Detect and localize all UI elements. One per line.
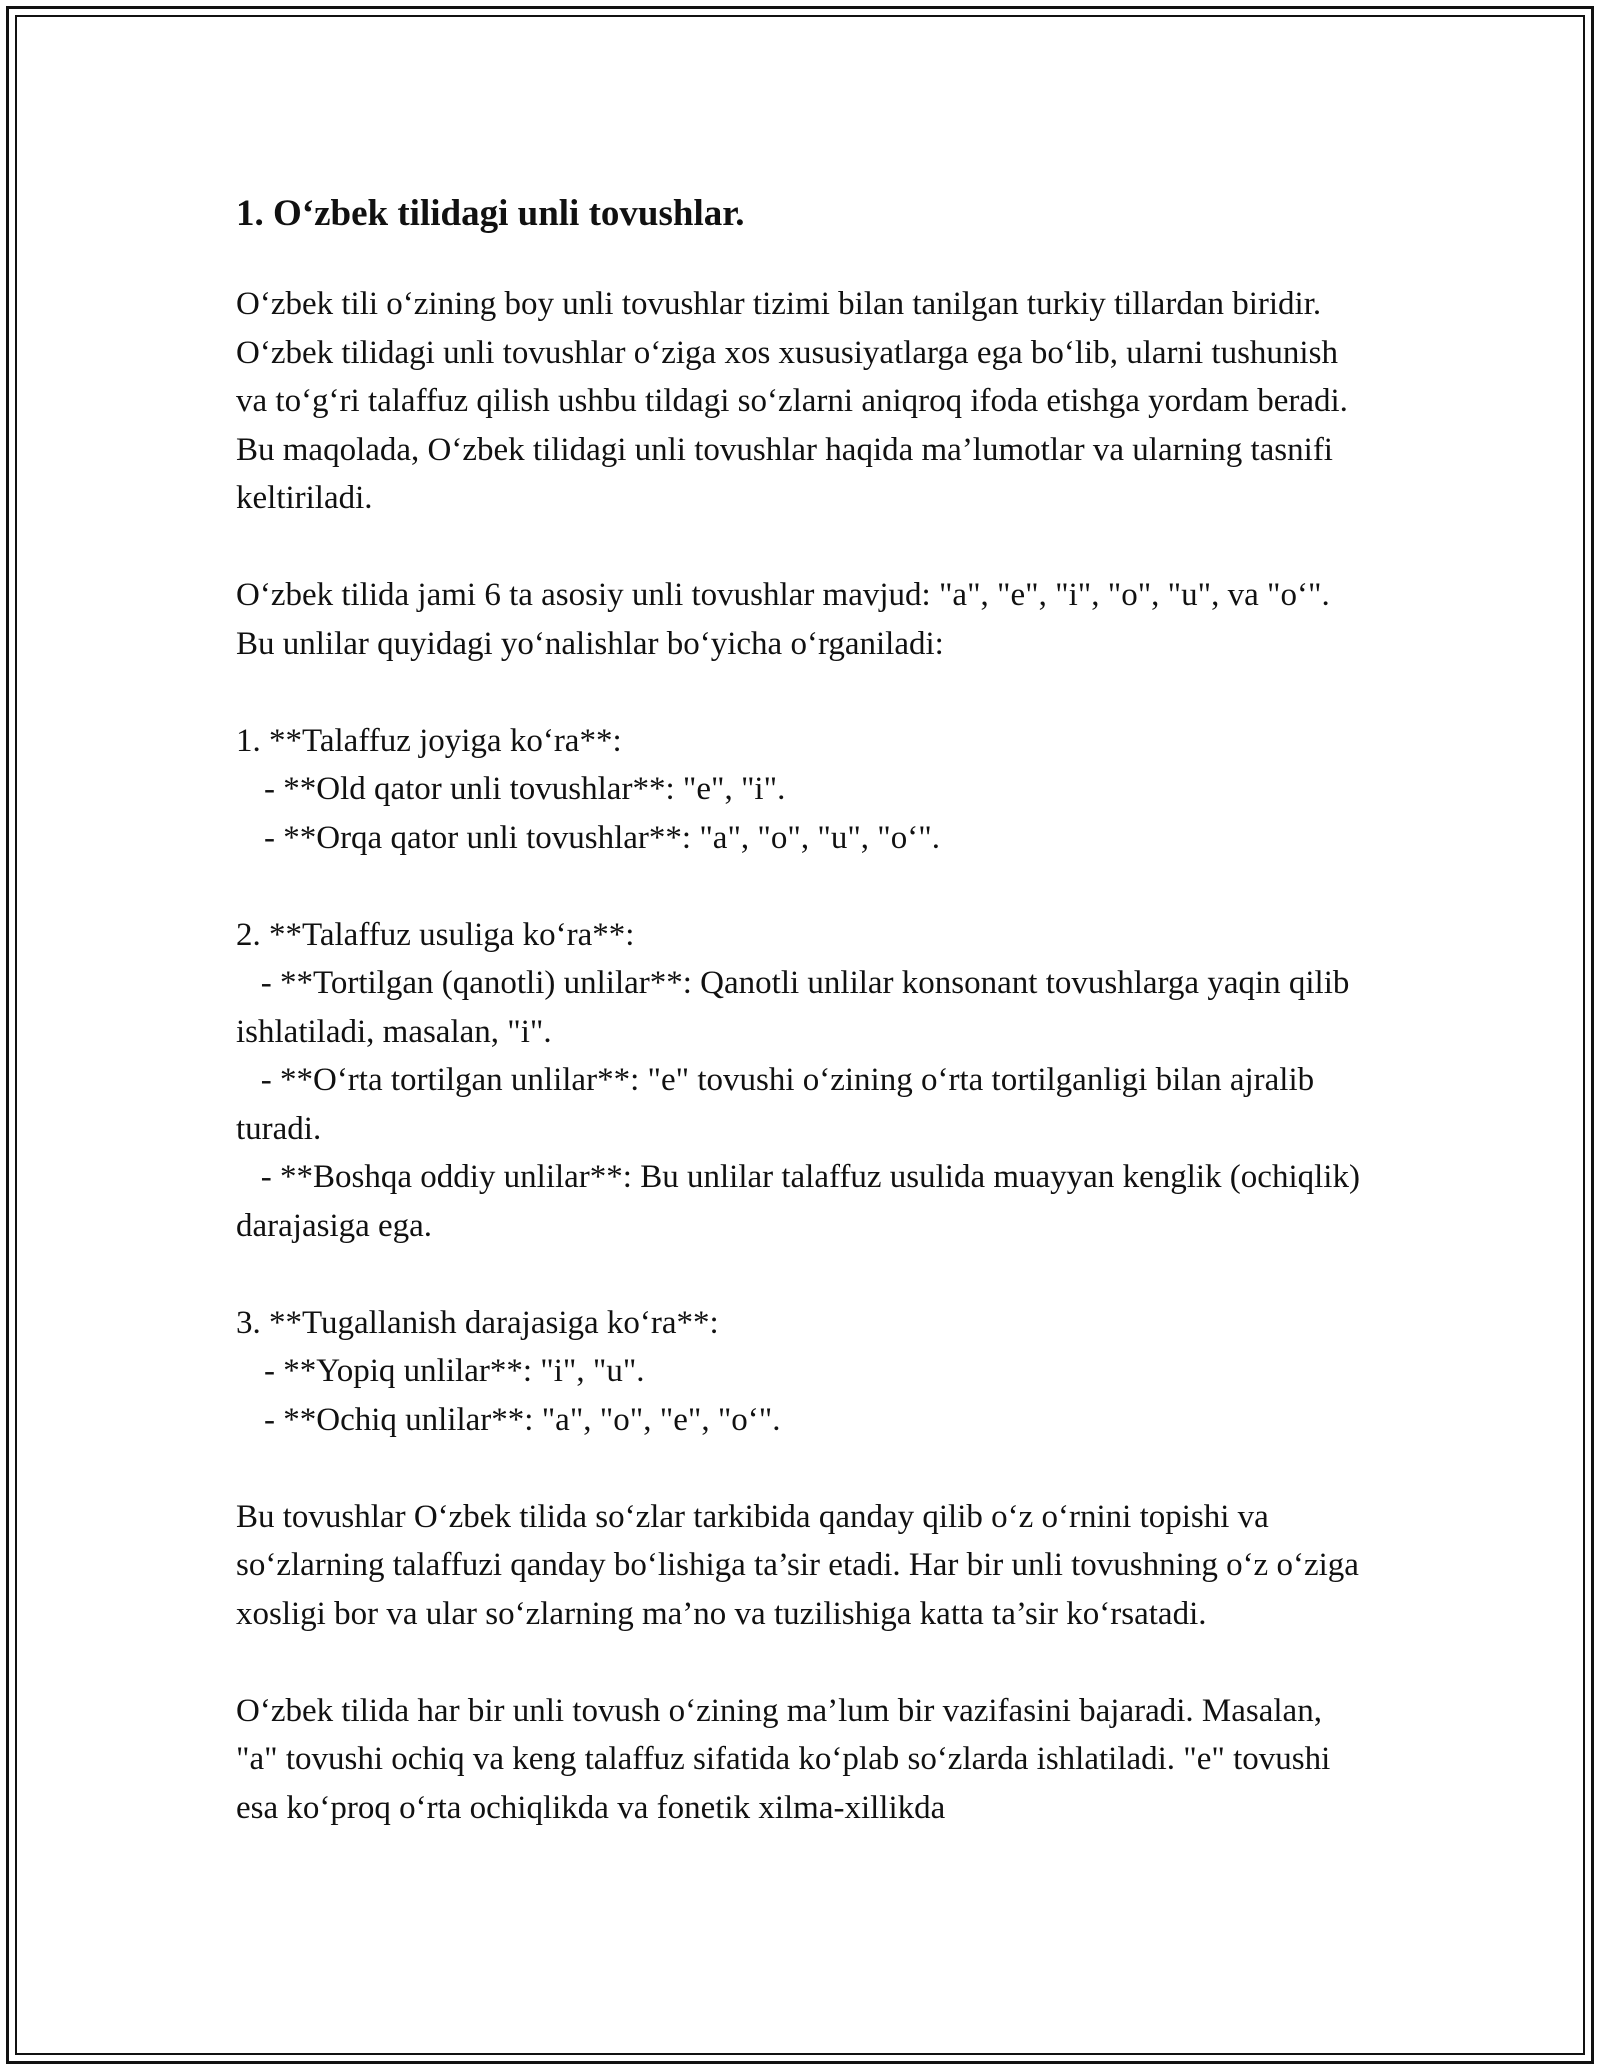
list-item-text: - **Boshqa oddiy unlilar**: Bu unlilar talaffuz usulida muayyan kenglik (ochiqlik) darajasiga ega. xyxy=(236,1159,1369,1244)
section-heading: 3. **Tugallanish darajasiga ko‘ra**: xyxy=(236,1304,719,1341)
list-item: - **Old qator unli tovushlar**: "e", "i". xyxy=(264,771,786,807)
paragraph-gap xyxy=(236,862,1366,911)
list-item: - **Orqa qator unli tovushlar**: "a", "o", "u", "o‘". xyxy=(264,819,940,856)
paragraph-gap xyxy=(236,668,1366,717)
section-manner xyxy=(236,911,1369,1251)
list-item: - **Yopiq unlilar**: "i", "u". xyxy=(264,1353,645,1389)
paragraph-gap xyxy=(236,523,1366,572)
paragraph-gap xyxy=(236,1250,1366,1299)
conclusion-paragraph: Bu tovushlar O‘zbek tilida so‘zlar tarkibida qanday qilib o‘z o‘rnini topishi va so‘zlarning talaffuzi qanday bo‘lishiga ta’sir etadi. Har bir unli tovushning o‘z o‘ziga xosligi bor va ular so‘zlarning ma’no va tuzilishiga katta ta’sir ko‘rsatadi. xyxy=(236,1498,1359,1632)
list-item-text: - **Tortilgan (qanotli) unlilar**: Qanotli unlilar konsonant tovushlarga yaqin qilib ishlatiladi, masalan, "i". xyxy=(236,965,1358,1050)
section-closure xyxy=(236,1299,1366,1445)
indent-space xyxy=(236,965,261,1001)
summary-paragraph: O‘zbek tilida jami 6 ta asosiy unli tovushlar mavjud: "a", "e", "i", "o", "u", va "o‘". Bu unlilar quyidagi yo‘nalishlar bo‘yicha o‘rganiladi: xyxy=(236,577,1330,662)
document-title: 1. O‘zbek tilidagi unli tovushlar. xyxy=(236,193,745,234)
list-item xyxy=(236,959,1366,1056)
list-item xyxy=(236,1153,1369,1250)
list-item: - **Ochiq unlilar**: "a", "o", "e", "o‘". xyxy=(264,1401,781,1438)
indent-space xyxy=(236,1062,261,1098)
document-body xyxy=(236,188,1369,1832)
closing-paragraph: O‘zbek tilida har bir unli tovush o‘zining ma’lum bir vazifasini bajaradi. Masalan, "a" tovushi ochiq va keng talaffuz sifatida ko‘plab so‘zlarda ishlatiladi. "e" tovushi esa ko‘proq o‘rta ochiqlikda va fonetik xilma-xillikda xyxy=(236,1692,1331,1826)
indent-space xyxy=(236,1159,261,1195)
paragraph-gap xyxy=(236,1638,1366,1687)
section-heading: 2. **Talaffuz usuliga ko‘ra**: xyxy=(236,916,635,953)
section-heading: 1. **Talaffuz joyiga ko‘ra**: xyxy=(236,722,622,759)
intro-paragraph: O‘zbek tili o‘zining boy unli tovushlar tizimi bilan tanilgan turkiy tillardan biridir. O‘zbek tilidagi unli tovushlar o‘ziga xos xususiyatlarga ega bo‘lib, ularni tushunish va to‘g‘ri talaffuz qilish ushbu tildagi so‘zlarni aniqroq ifoda etishga yordam beradi. Bu maqolada, O‘zbek tilidagi unli tovushlar haqida ma’lumotlar va ularning tasnifi keltiriladi. xyxy=(236,286,1348,516)
paragraph-gap xyxy=(236,1444,1366,1493)
list-item-text: - **O‘rta tortilgan unlilar**: "e" tovushi o‘zining o‘rta tortilganligi bilan ajralib turadi. xyxy=(236,1062,1323,1147)
list-item xyxy=(236,1056,1366,1153)
section-place xyxy=(236,717,1366,863)
